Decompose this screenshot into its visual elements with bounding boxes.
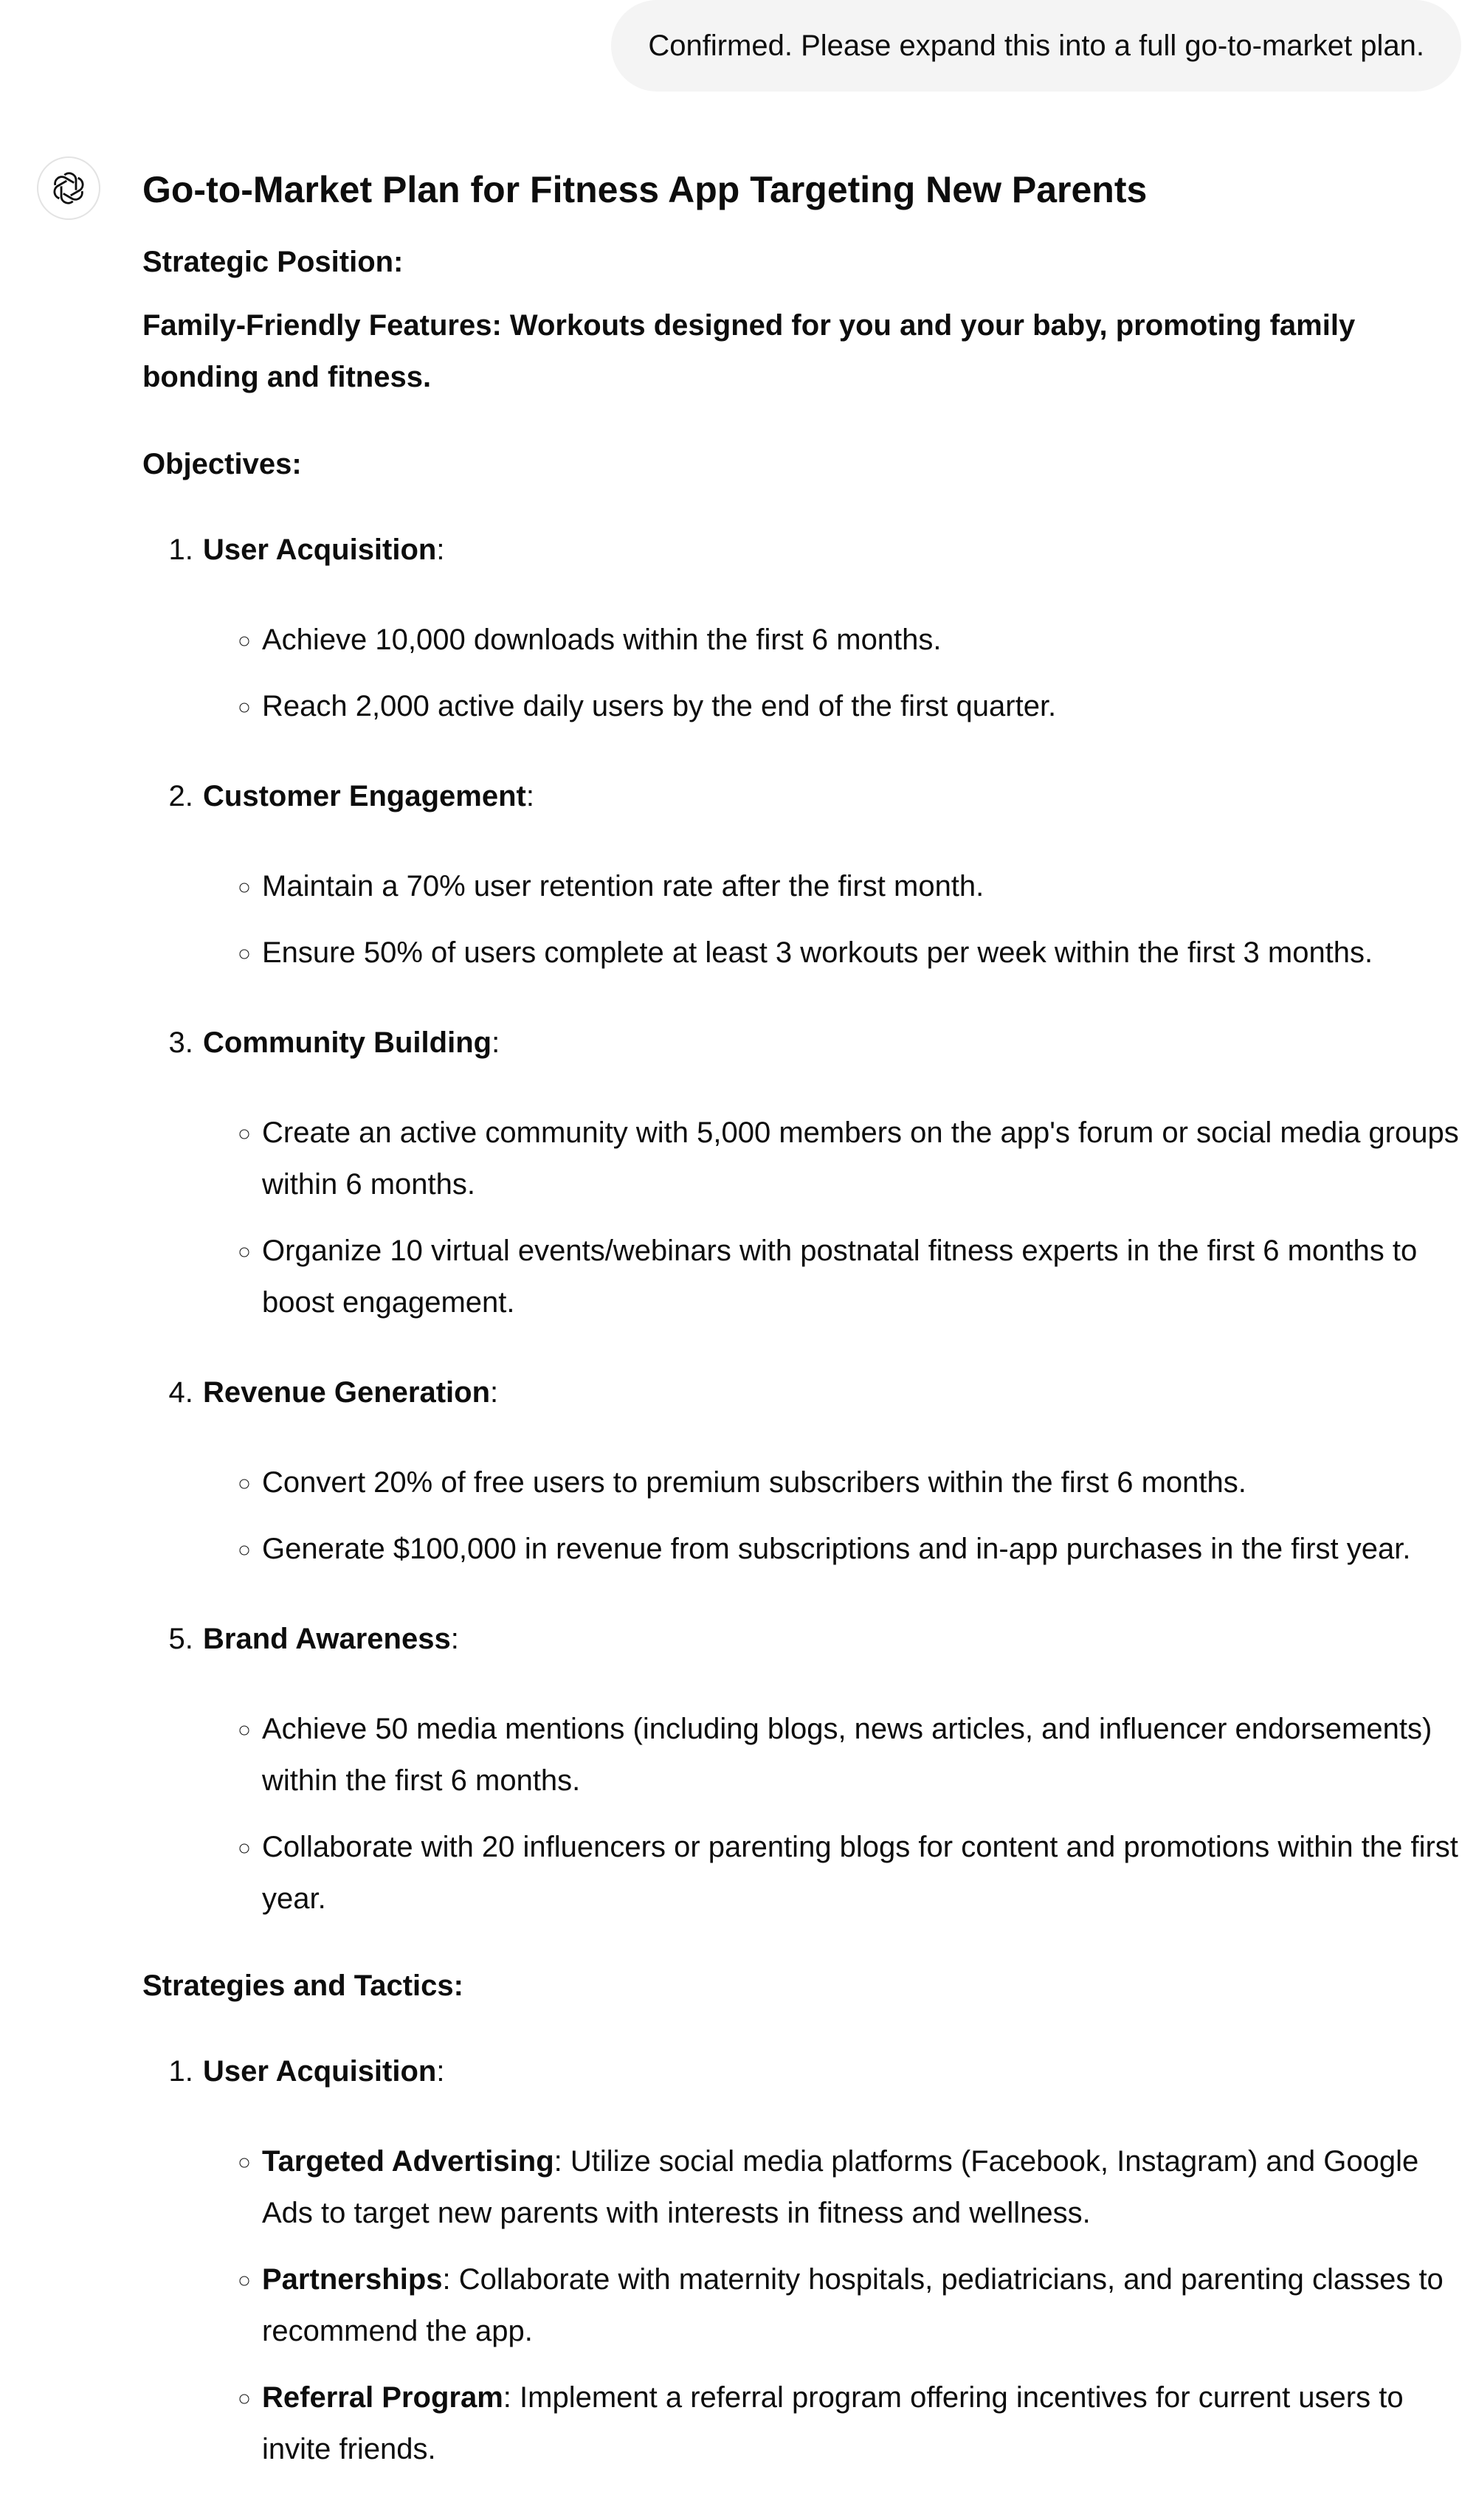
objective-bullets — [203, 1457, 1463, 1575]
list-item: ◦ Maintain a 70% user retention rate after the first month. — [262, 860, 1463, 912]
objectives-list — [142, 524, 1463, 1924]
tactic-text: : Implement a referral program offering incentives for current users to invite friends. — [262, 2381, 1404, 2465]
list-item: ◦ Ensure 50% of users complete at least 3 workouts per week within the first 3 months. — [262, 927, 1463, 978]
list-item: ◦ Achieve 10,000 downloads within the first 6 months. — [262, 614, 1463, 666]
strategies-heading: Strategies and Tactics: — [142, 1970, 463, 2002]
tactic-term: Targeted Advertising — [262, 2145, 554, 2178]
objective-bullets — [203, 1107, 1463, 1328]
objective-label: Community Building — [203, 1026, 492, 1059]
list-item: ◦ Collaborate with 20 influencers or parenting blogs for content and promotions within the first year. — [262, 1821, 1463, 1924]
tactic-term: Referral Program — [262, 2381, 503, 2414]
assistant-response — [142, 164, 1463, 2475]
openai-logo-icon — [49, 169, 88, 207]
objective-bullets — [203, 614, 1463, 732]
objective-label: User Acquisition — [203, 534, 437, 566]
objective-brand-awareness: 5. Brand Awareness: ◦ Achieve 50 media mentions (including blogs, news articles, and influencer endorsements) within the first 6 months. ◦ Collaborate with 20 influencers or parenting blogs for content and promotions within the first year. — [201, 1613, 1463, 1924]
objective-user-acquisition: 1. User Acquisition: ◦ Achieve 10,000 downloads within the first 6 months. ◦ Reach 2,000 active daily users by the end of the first quarter. — [201, 524, 1463, 732]
list-item: ◦ Generate $100,000 in revenue from subscriptions and in-app purchases in the first year. — [262, 1523, 1463, 1575]
list-item — [262, 2372, 1463, 2475]
list-item: ◦ Organize 10 virtual events/webinars with postnatal fitness experts in the first 6 months to boost engagement. — [262, 1225, 1463, 1328]
strategies-list — [142, 2046, 1463, 2475]
strategic-position-text: Family-Friendly Features: Workouts designed for you and your baby, promoting family bonding and fitness. — [142, 309, 1356, 393]
list-item: ◦ Convert 20% of free users to premium subscribers within the first 6 months. — [262, 1457, 1463, 1508]
user-message-bubble — [611, 0, 1461, 92]
tactic-text: : Utilize social media platforms (Facebook, Instagram) and Google Ads to target new parents with interests in fitness and wellness. — [262, 2145, 1419, 2229]
objective-bullets — [203, 860, 1463, 978]
list-item — [262, 2136, 1463, 2239]
list-item — [262, 2254, 1463, 2357]
tactic-term: Partnerships — [262, 2263, 443, 2296]
list-item: ◦ Achieve 50 media mentions (including blogs, news articles, and influencer endorsements) within the first 6 months. — [262, 1703, 1463, 1806]
tactic-text: : Collaborate with maternity hospitals, pediatricians, and parenting classes to recommend the app. — [262, 2263, 1444, 2347]
strategy-label: User Acquisition — [203, 2055, 437, 2088]
objectives-heading: Objectives: — [142, 448, 302, 480]
strategic-position-heading: Strategic Position: — [142, 246, 404, 278]
assistant-avatar — [37, 156, 100, 220]
objective-label: Brand Awareness — [203, 1623, 451, 1655]
list-item: ◦ Create an active community with 5,000 members on the app's forum or social media groups within 6 months. — [262, 1107, 1463, 1210]
objective-customer-engagement: 2. Customer Engagement: ◦ Maintain a 70% user retention rate after the first month. ◦ Ensure 50% of users complete at least 3 workouts per week within the first 3 months. — [201, 770, 1463, 978]
strategy-bullets — [203, 2136, 1463, 2475]
response-title: Go-to-Market Plan for Fitness App Targeting New Parents — [142, 169, 1148, 210]
objective-revenue-generation: 4. Revenue Generation: ◦ Convert 20% of free users to premium subscribers within the first 6 months. ◦ Generate $100,000 in revenue from subscriptions and in-app purchases in the first year. — [201, 1367, 1463, 1575]
list-item: ◦ Reach 2,000 active daily users by the end of the first quarter. — [262, 680, 1463, 732]
objective-community-building: 3. Community Building: ◦ Create an active community with 5,000 members on the app's forum or social media groups within 6 months. ◦ Organize 10 virtual events/webinars with postnatal fitness experts in the first 6 months to boost engagement. — [201, 1017, 1463, 1328]
objective-label: Revenue Generation — [203, 1376, 491, 1409]
objective-label: Customer Engagement — [203, 780, 526, 812]
strategy-user-acquisition: 1. User Acquisition: ◦ Targeted Advertising: Utilize social media platforms (Facebook, Instagram) and Google Ads to target new parents with interests in fitness and wellness. ◦ Partnerships: Collaborate with maternity hospitals, pediatricians, and parenting classes to recommend the app. ◦ Referral Program: Implement a referral program offering incentives for current users to invite friends. — [201, 2046, 1463, 2475]
user-message-text: Confirmed. Please expand this into a full go-to-market plan. — [648, 30, 1424, 62]
objective-bullets — [203, 1703, 1463, 1924]
